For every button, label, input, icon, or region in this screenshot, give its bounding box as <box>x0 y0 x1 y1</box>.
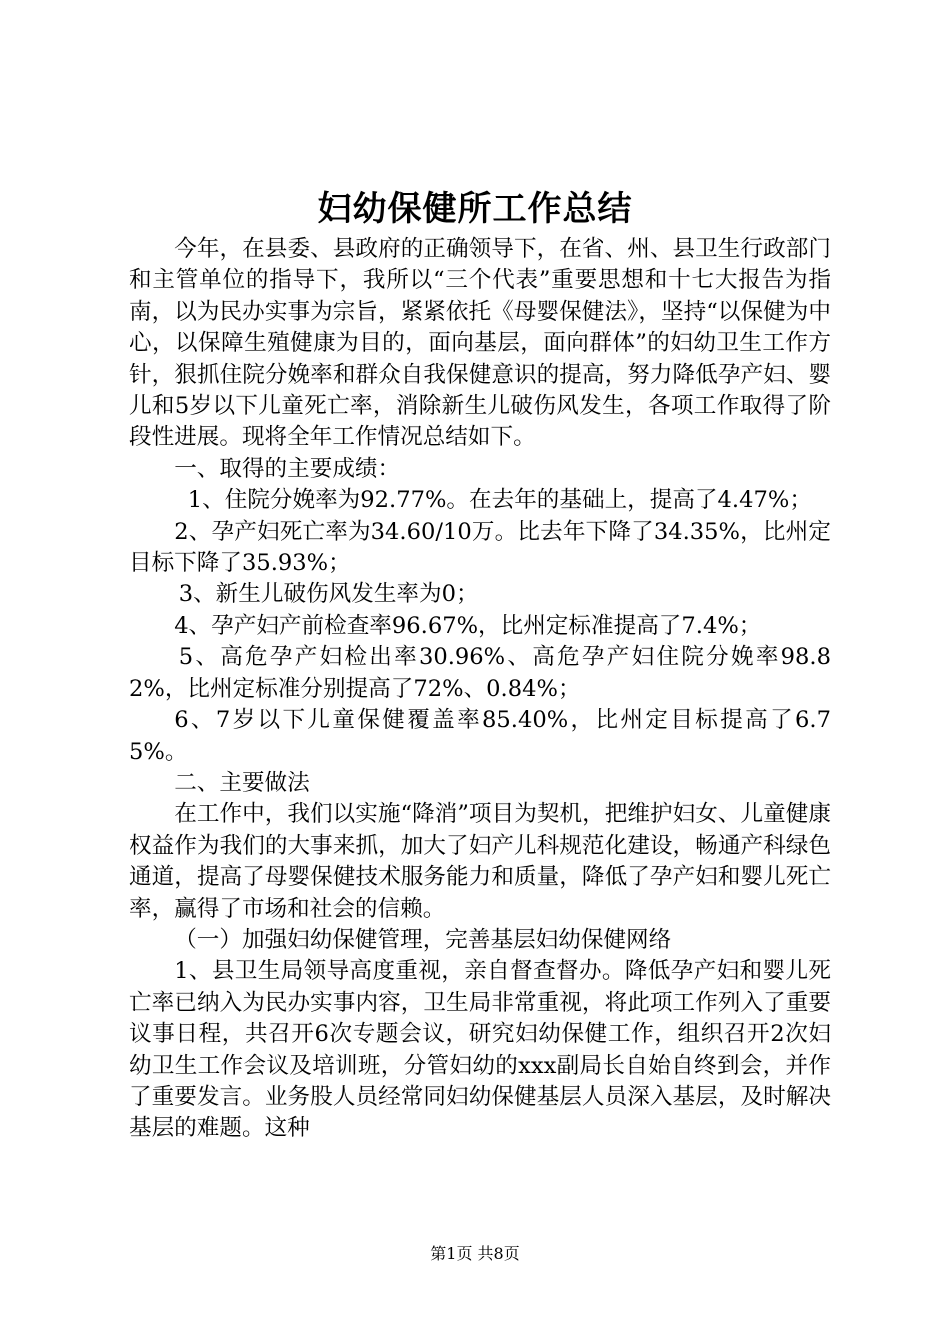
document-title: 妇幼保健所工作总结 <box>317 189 633 229</box>
section-heading-methods: 二、主要做法 <box>174 769 310 796</box>
intro-paragraph: 今年，在县委、县政府的正确领导下，在省、州、县卫生行政部门和主管单位的指导下，我所以“三个代表”重要思想和十七大报告为指南，以为民办实事为宗旨，紧紧依托《母婴保健法》，坚持“以保健为中心，以保障生殖健康为目的，面向基层，面向群体”的妇幼卫生工作方针，狠抓住院分娩率和群众自我保健意识的提高，努力降低孕产妇、婴儿和5岁以下儿童死亡率，消除新生儿破伤风发生，各项工作取得了阶段性进展。现将全年工作情况总结如下。 <box>129 236 831 451</box>
subsection-heading-1: （一）加强妇幼保健管理，完善基层妇幼保健网络 <box>174 926 672 953</box>
achievement-item-3: 3、新生儿破伤风发生率为0； <box>178 581 479 608</box>
section-heading-achievements: 一、取得的主要成绩： <box>174 455 401 482</box>
achievement-item-1: 1、住院分娩率为92.77%。在去年的基础上，提高了4.47%； <box>187 487 812 514</box>
document-body <box>129 234 831 1145</box>
achievement-item-5: 5、高危孕产妇检出率30.96%、高危孕产妇住院分娩率98.82%，比州定标准分别提高了72%、0.84%； <box>129 644 831 702</box>
methods-paragraph: 在工作中，我们以实施“降消”项目为契机，把维护妇女、儿童健康权益作为我们的大事来抓，加大了妇产儿科规范化建设，畅通产科绿色通道，提高了母婴保健技术服务能力和质量，降低了孕产妇和婴儿死亡率，赢得了市场和社会的信赖。 <box>129 801 831 922</box>
page-number-footer: 第1页 共8页 <box>430 1244 520 1263</box>
achievement-item-6: 6、7岁以下儿童保健覆盖率85.40%，比州定目标提高了6.75%。 <box>129 707 831 765</box>
achievement-item-2: 2、孕产妇死亡率为34.60/10万。比去年下降了34.35%，比州定目标下降了35.93%； <box>129 518 831 577</box>
subsection-paragraph-1: 1、县卫生局领导高度重视，亲自督查督办。降低孕产妇和婴儿死亡率已纳入为民办实事内容，卫生局非常重视，将此项工作列入了重要议事日程，共召开6次专题会议，研究妇幼保健工作，组织召开2次妇幼卫生工作会议及培训班，分管妇幼的xxx副局长自始自终到会，并作了重要发言。业务股人员经常同妇幼保健基层人员深入基层，及时解决基层的难题。这种 <box>129 958 831 1142</box>
achievement-item-4: 4、孕产妇产前检查率96.67%，比州定标准提高了7.4%； <box>174 612 762 639</box>
